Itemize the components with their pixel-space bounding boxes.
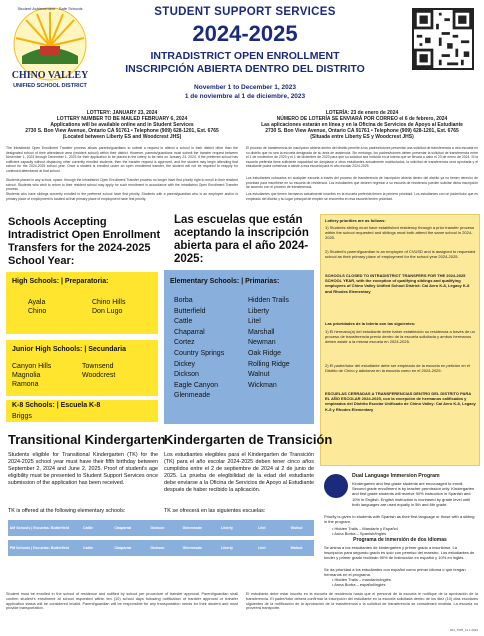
accepting-heading-english: Schools Accepting Intradistrict Open Enrollment Transfers for the 2024-2025 School Year: (8, 216, 161, 267)
school-name: Butterfield (174, 307, 206, 315)
lottery-info-spanish (246, 110, 478, 140)
school-name: Ayala (28, 299, 46, 306)
school-name: Liberty (248, 307, 270, 315)
logo-district-name: CHINO VALLEY (11, 70, 89, 81)
school-name: Walnut (248, 371, 270, 379)
tk-school: Litel (258, 546, 266, 550)
tk-school: Cattle (82, 546, 93, 550)
dual-language-note-english: Priority is given to students with Spanish as their first language or those with a sibling in the program. (324, 514, 475, 525)
priority-item: 1) Students sibling must have established residency through a prior transfer process within the school requested and siblings must both attend the same school in 2024-2025. (325, 225, 474, 241)
dual-language-title-english: Dual Language Immersion Program (352, 473, 440, 479)
elementary-heading: Elementary Schools: | Primarias: (170, 278, 280, 285)
tk-offered-spanish: TK se ofrecerá en las siguientes escuelas: (164, 508, 266, 514)
closed-schools-english: SCHOOLS CLOSED TO INTRADISTRICT TRANSFERS FOR THE 2024-2025 SCHOOL YEAR, with the exception of qualifying siblings and qualifying employees of Chino Valley Unified School District: Cal Aero K-8, Legacy K-8 and Rhodes Elementary (325, 273, 470, 294)
junior-high-col2 (82, 362, 115, 380)
school-name: Cortez (174, 339, 195, 347)
lottery-location: (Located between Liberty ES and Woodcrest JHS) (62, 134, 182, 140)
lottery-mail-date: LOTTERY NUMBER TO BE MAILED FEBRUARY 6, 2024 (56, 116, 188, 122)
elementary-col2 (248, 296, 290, 391)
dual-language-logo-icon (324, 474, 348, 498)
lottery-address: 2730 S. Bon View Avenue, Ontario CA 91761 • Telephone (909) 628-1201, Ext. 6765 (265, 128, 459, 134)
tk-school: Dickson (150, 546, 165, 550)
priorities-title-spanish: Las prioridades de la lotería son las siguientes: (325, 321, 416, 326)
school-name: Eagle Canyon (174, 381, 218, 389)
elementary-schools-box (164, 270, 314, 424)
logo-top-text: Student Achievement · Safe Schools (17, 6, 83, 11)
tk-heading-english: Transitional Kindergarten (8, 432, 166, 447)
department-heading: STUDENT SUPPORT SERVICES (154, 6, 336, 18)
lottery-address: 2730 S. Bon View Avenue, Ontario CA 91761 • Telephone (909) 628-1201, Ext. 6765 (25, 128, 219, 134)
intro-paragraph-english: The Intradistrict Open Enrollment Transfer process allows parents/guardians to submit a request to attend a school in their district other than the designated school of their attendance area (resident school) within their district. However, parents/guardians must submit the transfer request between November 1, 2023 through December 1, 2023 for their application to be placed in the lottery to be held on January 23, 2024. If the preferred school has sufficient capacity without displacing other currently enrolled students, then the transfer request is approved, and the student may begin attending that school for the 2024-2025 school year. Once a student is enrolled under an open enrollment transfer, the student will not be required to reapply for continued attendance at that school. (6, 146, 238, 173)
title-spanish: INSCRIPCIÓN ABIERTA DENTRO DEL DISTRITO (125, 63, 365, 75)
school-name: Rolling Ridge (248, 360, 290, 368)
school-name: Don Lugo (92, 308, 123, 315)
school-name: Townsend (82, 363, 114, 370)
tk-school: Dickson (150, 526, 165, 530)
lottery-location: (Situada entre Liberty ES y Woodcrest JHS) (310, 134, 414, 140)
footer-spanish: El estudiante debe estar inscrito en la escuela de residencia hasta que el personal de la escuela le notifique de la aprobación de la transferencia. El padre/tutor deberá confirmar la inscripción del estudiante en la escuela solicitada dentro de los diez (10) días escolares siguientes de la notificación de la aprobación de la transferencia o la solicitud de transferencia se considerará inválida. La escuela no proveerá transporte. (246, 592, 478, 611)
school-name: Wickman (248, 381, 277, 389)
school-name: Glenmeade (174, 392, 211, 400)
school-name: Cattle (174, 318, 193, 326)
junior-high-heading: Junior High Schools: | Secundaria (12, 346, 126, 353)
lottery-mail-date: NÚMERO DE LOTERÍA SE ENVIARÁ POR CORREO el 6 de febrero, 2024 (276, 116, 448, 122)
dual-language-title-spanish: Programa de inmersión de dos idiomas (353, 537, 447, 543)
priority-item: 1) El hermano(a) del estudiante debe haber establecido su residencia a través de un proceso de transferencia previo dentro de la escuela solicitada y ambos hermanos deben asistir a la misma escuela en 2024-2025. (325, 329, 475, 345)
junior-high-col1 (12, 362, 51, 389)
junior-high-box (6, 340, 158, 396)
high-schools-col1 (28, 298, 46, 316)
school-name: Newman (248, 339, 276, 347)
sibling-paragraph-spanish: Los estudiantes que tienen hermanos actualmente inscritos en la escuela preferida tienen la primera prioridad. Los estudiantes con un padre/tutor que es empleado del distrito y su lugar principal de empleo se encuentra en esa escuela tienen prioridad. (246, 192, 478, 201)
high-schools-box (6, 272, 158, 334)
tk-school: Glenmeade (182, 526, 202, 530)
tk-school: Liberty (221, 546, 234, 550)
high-schools-heading: High Schools: | Preparatoria: (12, 278, 109, 285)
dual-language-section (320, 470, 480, 588)
closed-schools-spanish: ESCUELAS CERRADAS A TRANSFERENCIAS DENTRO DEL DISTRITO PARA EL AÑO ESCOLAR 2024-2025, con la excepción de hermanos calificados y empleados del Distrito Escolar Unificado de Chino Valley: Cal Aero K-8, Legacy K-8 y Rhodes Elementary (325, 391, 476, 412)
dual-language-school: • Anna Borba – Spanish/Inglés (332, 531, 387, 536)
enrollment-dates-spanish: 1 de noviembre al 1 de diciembre, 2023 (184, 93, 306, 100)
lottery-availability: Applications will be available online and in Student Services (50, 122, 194, 128)
tk-body-spanish: Los estudiantes elegibles para el Kindergarten de Transición (TK) para el año escolar 2024-2025 deben tener cinco años cumplidos entre el 2 de septiembre de 2024 al 2 de junio de 2025. La prueba de elegibilidad de la edad del estudiante debe enviarse a la Oficina de Servicios de Apoyo al Estudiante después de haber recibido la aplicación. (164, 452, 314, 493)
school-year-title: 2024-2025 (192, 21, 298, 46)
district-logo (4, 4, 96, 96)
lottery-priorities-panel (320, 214, 480, 466)
tk-school: Liberty (221, 526, 234, 530)
school-name: Marshall (248, 328, 275, 336)
tk-school: Cattle (82, 526, 93, 530)
footer-english: Student must be enrolled in the school of residence and notified by school per procedure of transfer approval. Parent/guardian shall confirm student's enrollment at school requested within ten (10) school days following notification of transfer approval or transfer application status will be considered invalid. Parent/guardian will be responsible for any transportation needs for their student and must provide transportation. (6, 592, 238, 611)
lottery-date: LOTERÍA: 23 de enero de 2024 (325, 110, 399, 116)
sibling-paragraph-english: Students who have siblings currently enrolled in the preferred school have first priority. Students with a parent/guardian who is an employee and/or is primary place of employment is located at that primary place of employment have first priority. (6, 192, 238, 201)
school-name: Chaparral (174, 328, 205, 336)
dual-language-school: • Hidden Trails – Mandarin y Español (332, 526, 398, 531)
high-schools-col2 (92, 298, 125, 316)
logo-district-sub: UNIFIED SCHOOL DISTRICT (13, 83, 87, 89)
dual-language-school: • Anna Borba – español/inglés (332, 582, 386, 587)
tk-offered-english: TK is offered at the following elementary schools: (8, 508, 126, 514)
qr-code-icon[interactable] (412, 8, 474, 70)
tk-school: Walnut (290, 526, 303, 530)
school-name: Ramona (12, 381, 39, 388)
school-name: Borba (174, 297, 193, 304)
enrollment-dates-english: November 1 to December 1, 2023 (194, 84, 296, 91)
tk-am-schools-bar (8, 520, 314, 536)
elementary-col1 (174, 296, 224, 402)
school-name: Magnolia (12, 372, 41, 379)
tk-heading-spanish: Kindergarten de Transición (164, 432, 333, 447)
school-name: Hidden Trails (248, 297, 289, 304)
school-name: Dickey (174, 360, 196, 368)
intro-paragraph-spanish: El proceso de transferencia de inscripción abierta dentro del distrito permite a los padres/tutores presentar una solicitud de transferencia a otra escuela en su distrito que no sea la escuela designada de su área de asistencia. Sin embargo, los padres/tutores deben presentar la solicitud de transferencia entre el 1 de noviembre de 2023 y el 1 de diciembre de 2023 para que su solicitud sea incluida en la lotería que se llevará a cabo el 23 de enero de 2024. Si la escuela preferida tiene suficiente capacidad sin desplazar a otros estudiantes actualmente matriculados, la solicitud de transferencia será aprobada y el estudiante podrá comenzar a asistir a esa escuela para el año escolar 2024-2025. (246, 146, 478, 169)
dual-language-body-english: Kindergarten and first grade students are encouraged to enroll. Second grade enrollment is by teacher permission only. Kindergarten and first grade students will receive 90% instruction in Spanish and 10% in English. English instruction is increased by grade level until both languages are used equally in 5th and 6th grade. (352, 481, 475, 507)
priority-paragraph-spanish: Los estudiantes colocados en cualquier escuela a través del proceso de transferencia de inscripción abierta dentro del distrito ya no tienen derecho de prioridad para inscribirse en su escuela de residencia. Los estudiantes que deseen regresar a su escuela de residencia pueden solicitar dicha inscripción de acuerdo con el proceso de transferencia. (246, 176, 478, 190)
priority-item: 2) Student's parent/guardian is an employee of CVUSD and is assigned to requested school as their primary place of employment for the school year 2024-2025. (325, 249, 476, 260)
tk-school: Chaparral (114, 546, 132, 550)
lottery-availability: Las aplicaciones estarán en línea y en la Oficina de Servicios de Apoyo al Estudiante (261, 122, 463, 128)
dual-language-body-spanish: Se anima a los estudiantes de kindergarten y primer grado a inscribirse. La inscripción para segundo grado es solo con permiso del maestro. Los estudiantes de kínder y primer grado recibirán 90% de instrucción en español y 10% en inglés. (324, 545, 475, 561)
lottery-date: LOTTERY: JANUARY 23, 2024 (86, 110, 158, 116)
k8-school-name: Briggs (12, 413, 32, 420)
school-name: Chino Hills (92, 299, 126, 306)
tk-school: Chaparral (114, 526, 132, 530)
school-name: Country Springs (174, 349, 225, 357)
school-name: Canyon Hills (12, 363, 52, 370)
tk-pm-label: PM Schools | Escuelas: Butterfield (9, 546, 69, 550)
school-name: Oak Ridge (248, 349, 282, 357)
dual-language-note-spanish: Se da prioridad a los estudiantes con español como primer idioma o que tengan hermanos en el programa. (324, 567, 466, 578)
tk-am-label: AM Schools | Escuelas: Butterfield (9, 526, 69, 530)
tk-body-english: Students eligible for Transitional Kindergarten (TK) for the 2024-2025 school year must have their fifth birthday between September 2, 2024 and June 2, 2025. Proof of student's age eligibility must be presented to Student Support Services once submission of the application has been received. (8, 452, 158, 486)
school-name: Woodcrest (82, 372, 116, 379)
dual-language-school: • Hidden Trails – mandarín/inglés (332, 577, 391, 582)
school-name: Litel (248, 318, 261, 326)
accepting-heading-spanish: Las escuelas que están aceptando la inscripción abierta para el año 2024-2025: (174, 214, 309, 265)
priority-item: 2) El padre/tutor del estudiante debe ser empleado de la escuela en petición en el Distrito de Chino y adicionar en la escuela como en el 2024-2025. (325, 363, 470, 374)
priorities-title-english: Lottery priorities are as follows: (325, 218, 386, 223)
tk-school: Litel (258, 526, 266, 530)
document-code: 024_7035_11.1.2023 (449, 628, 478, 632)
k8-schools-box (6, 400, 158, 422)
priority-paragraph-english: Students placed in any school, space, through the Intradistrict Open Enrollment Transfer process no longer have first priority right to enroll in their resident school. Students who wish to return to their resident school may apply for such enrollment in accordance with the Intradistrict Open Enrollment Transfer process. (6, 178, 238, 192)
tk-school: Glenmeade (182, 546, 202, 550)
school-name: Dickson (174, 371, 199, 379)
lottery-info-english (6, 110, 238, 140)
school-name: Chino (28, 308, 47, 315)
tk-pm-schools-bar (8, 540, 314, 556)
tk-school: Walnut (290, 546, 303, 550)
k8-heading: K-8 Schools: | Escuela K-8 (12, 402, 101, 409)
title-english: INTRADISTRICT OPEN ENROLLMENT (150, 50, 340, 62)
